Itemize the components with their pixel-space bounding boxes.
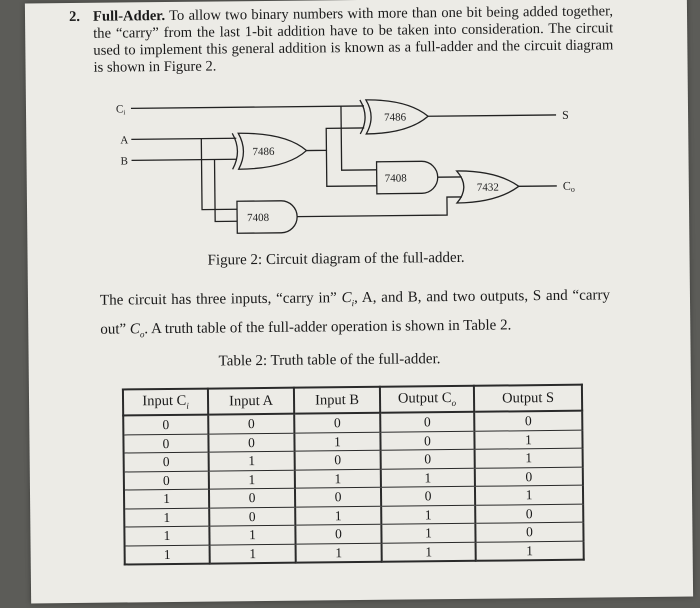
table-cell: 1 <box>124 526 209 545</box>
label-a: A <box>120 134 129 147</box>
table-cell: 1 <box>295 469 381 488</box>
table-cell: 0 <box>295 450 381 469</box>
table-cell: 0 <box>123 415 208 435</box>
ci-symbol: $C_i$ <box>341 290 355 309</box>
and2-label: 7408 <box>384 172 407 185</box>
header-output-s: Output S <box>474 385 582 412</box>
table-cell: 0 <box>295 524 381 543</box>
table-cell: 0 <box>295 487 381 506</box>
table-cell: 1 <box>475 485 583 505</box>
problem-paragraph <box>68 3 614 76</box>
table-cell: 0 <box>208 433 294 452</box>
wire-a-and1 <box>201 138 237 209</box>
table-cell: 1 <box>295 506 381 525</box>
table-caption: Table 2: Truth table of the full-adder. <box>218 351 441 370</box>
table-cell: 1 <box>296 543 382 563</box>
table-cell: 1 <box>124 508 209 527</box>
table-cell: 1 <box>381 468 475 487</box>
table-cell: 1 <box>474 430 582 450</box>
full-adder-circuit-diagram <box>86 86 588 241</box>
truth-table <box>122 384 585 566</box>
description-paragraph: The circuit has three inputs, “carry in” $C_i$, A, and B, and two outputs, S and “carry out” $C_o$. A truth table of the full-adder operation is shown in Table 2. <box>99 287 611 340</box>
wire-a <box>131 138 236 139</box>
label-b: B <box>120 155 128 168</box>
table-cell: 1 <box>476 541 584 561</box>
wire-ci <box>131 106 364 108</box>
wire-xor1-out <box>306 128 364 151</box>
table-cell: 0 <box>380 431 474 450</box>
wire-b <box>132 159 237 160</box>
or-label: 7432 <box>476 181 499 194</box>
table-cell: 0 <box>124 471 209 490</box>
co-symbol: $C_o$ <box>129 321 145 340</box>
header-input-a: Input A <box>208 388 294 415</box>
table-cell: 0 <box>475 467 583 487</box>
table-row <box>125 541 584 565</box>
problem-title: Full-Adder. <box>92 8 166 25</box>
table-cell: 0 <box>475 522 583 542</box>
and1-label: 7408 <box>247 211 270 225</box>
table-cell: 0 <box>209 488 295 507</box>
table-cell: 1 <box>209 470 295 489</box>
wire-s <box>428 115 556 116</box>
label-co: Co <box>562 178 575 194</box>
label-s: S <box>561 107 569 122</box>
wire-xor1-and2 <box>326 150 376 187</box>
problem-text: To allow two binary numbers with more than one bit being added together, the “carry” from the last 1-bit addition have to be taken into consideration. The circuit used to implement this general addition is known as a full-adder and the circuit diagram is shown in Figure 2. <box>93 3 614 76</box>
table-cell: 1 <box>381 523 475 542</box>
xor2-back-curve <box>360 100 365 134</box>
table-cell: 0 <box>124 452 209 471</box>
table-cell: 1 <box>209 525 295 544</box>
table-cell: 0 <box>209 507 295 526</box>
header-output-co: Output $C_o$ <box>380 386 474 413</box>
table-cell: 0 <box>208 414 294 434</box>
table-cell: 0 <box>380 412 474 432</box>
table-cell: 0 <box>381 486 475 505</box>
table-cell: 0 <box>475 504 583 524</box>
table-cell: 0 <box>474 411 582 431</box>
table-cell: 0 <box>294 413 380 433</box>
wire-b-and1 <box>215 159 238 221</box>
header-input-b: Input B <box>294 387 380 414</box>
document-page <box>25 0 693 603</box>
table-cell: 1 <box>381 505 475 524</box>
wire-and1-out <box>297 197 462 217</box>
table-cell: 1 <box>210 544 296 564</box>
problem-number: 2. <box>68 8 81 26</box>
label-ci: Ci <box>115 103 126 117</box>
table-cell: 1 <box>475 448 583 468</box>
table-cell: 1 <box>124 489 209 508</box>
table-cell: 1 <box>294 432 380 451</box>
table-cell: 0 <box>381 449 475 468</box>
figure-caption: Figure 2: Circuit diagram of the full-adder. <box>207 249 465 269</box>
table-cell: 0 <box>123 434 208 453</box>
xor1-label: 7486 <box>252 145 275 159</box>
header-input-ci: Input $C_i$ <box>123 389 208 416</box>
table-cell: 1 <box>125 545 210 565</box>
table-cell: 1 <box>209 451 295 470</box>
xor2-label: 7486 <box>384 111 407 124</box>
table-cell: 1 <box>382 542 476 562</box>
